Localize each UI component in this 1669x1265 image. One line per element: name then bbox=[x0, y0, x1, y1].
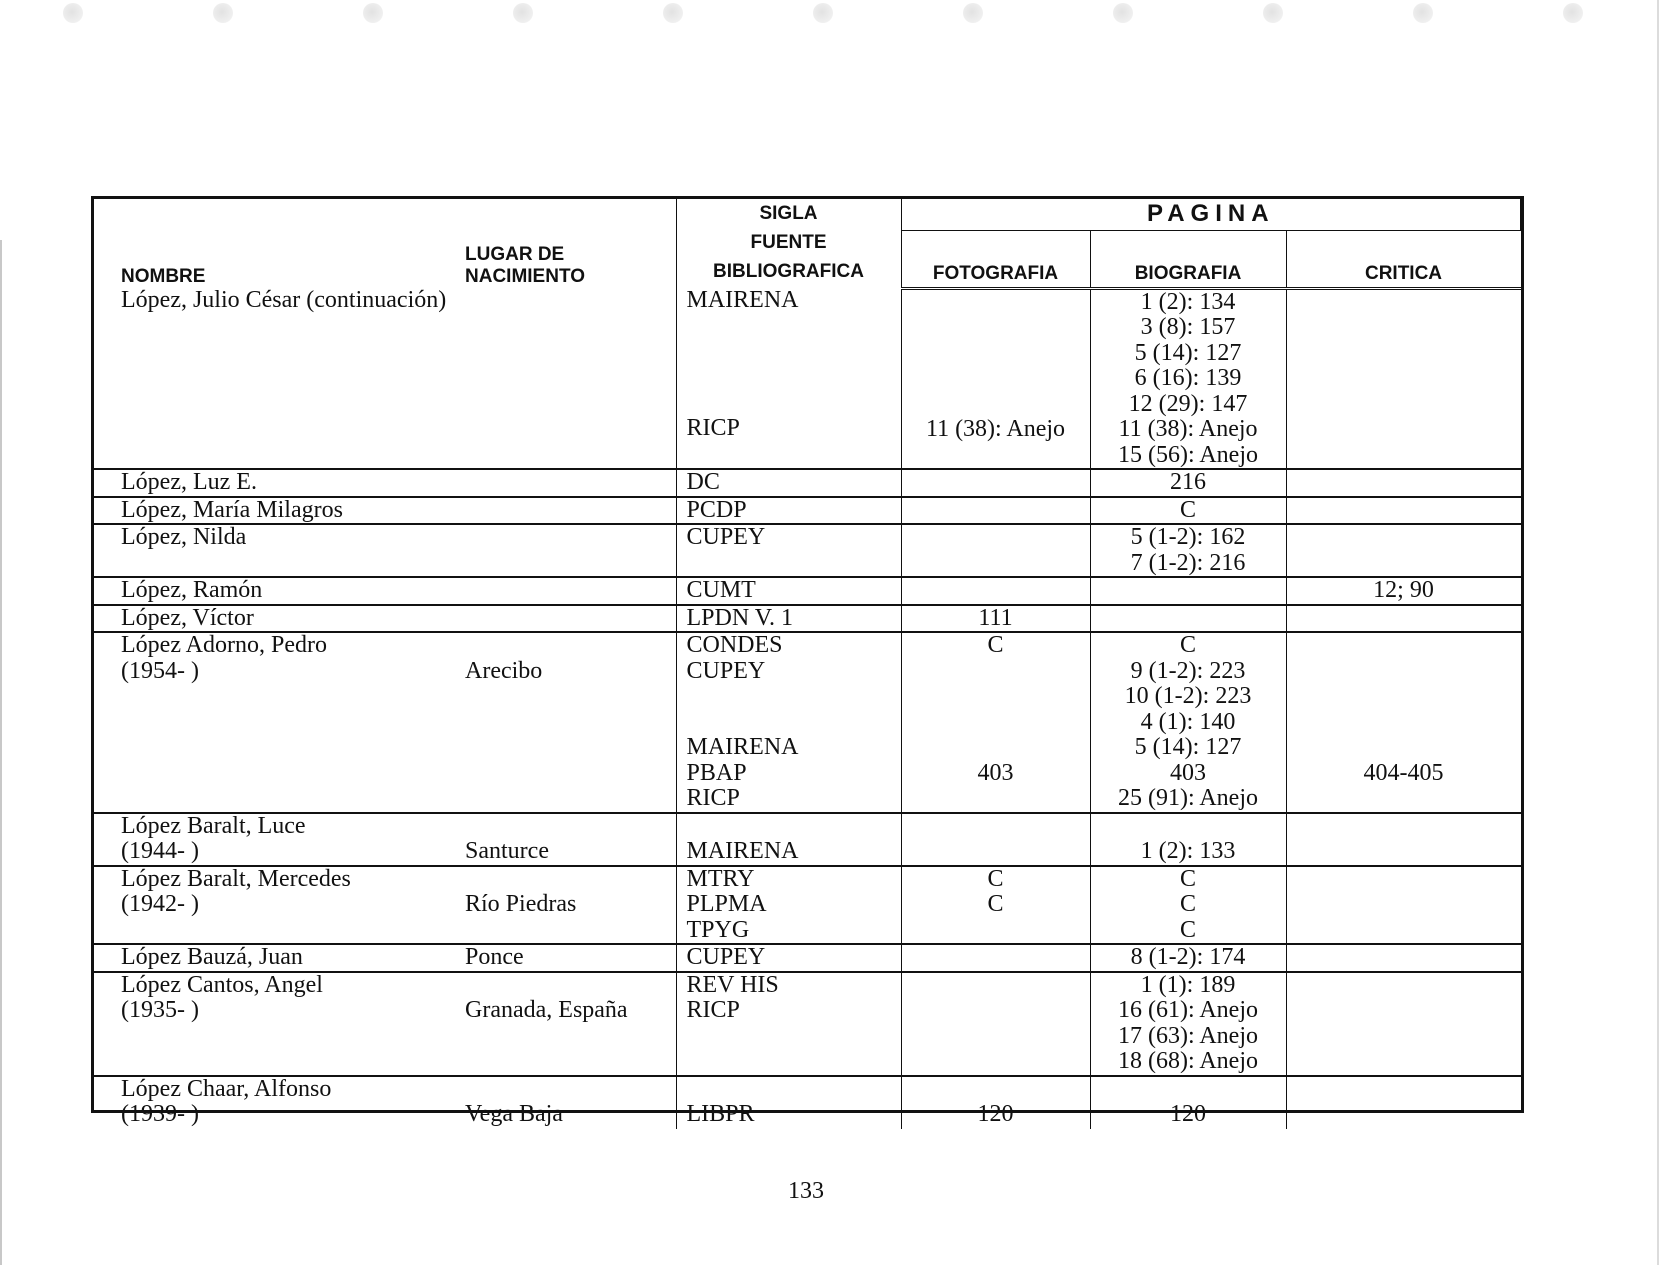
cell-nombre bbox=[94, 288, 453, 469]
cell-line: Ponce bbox=[465, 944, 524, 970]
cell-line: 11 (38): Anejo bbox=[925, 416, 1066, 442]
cell-biografia bbox=[1090, 972, 1286, 1076]
cell-line: López, Víctor bbox=[121, 604, 254, 631]
page-edge-left bbox=[0, 240, 2, 1265]
table-row bbox=[94, 497, 1521, 525]
header-nombre: NOMBRE bbox=[121, 266, 206, 287]
table-row bbox=[94, 1076, 1521, 1129]
cell-line: 25 (91): Anejo bbox=[1118, 785, 1258, 811]
cell-fotografia bbox=[901, 577, 1090, 605]
cell-line: (1944- ) bbox=[121, 838, 199, 864]
cell-sigla bbox=[676, 524, 901, 577]
cell-line: 1 (1): 189 bbox=[1140, 971, 1236, 998]
cell-line: 10 (1-2): 223 bbox=[1124, 683, 1252, 709]
cell-biografia bbox=[1090, 944, 1286, 972]
cell-lugar bbox=[453, 605, 676, 633]
cell-line: 12; 90 bbox=[1373, 577, 1434, 603]
cell-line bbox=[902, 366, 1090, 392]
cell-lugar bbox=[453, 813, 676, 866]
cell-line: 4 (1): 140 bbox=[1140, 708, 1236, 735]
cell-fotografia bbox=[901, 605, 1090, 633]
cell-line: 6 (16): 139 bbox=[1134, 365, 1242, 391]
cell-nombre bbox=[94, 577, 453, 605]
cell-line: 17 (63): Anejo bbox=[1118, 1022, 1258, 1049]
cell-lugar bbox=[453, 866, 676, 945]
cell-line: PLPMA bbox=[686, 891, 767, 917]
cell-line bbox=[1287, 735, 1521, 761]
cell-line bbox=[902, 341, 1090, 367]
cell-critica bbox=[1286, 1076, 1521, 1129]
cell-sigla bbox=[676, 288, 901, 469]
header-lugar-line: NACIMIENTO bbox=[465, 266, 585, 287]
cell-sigla bbox=[676, 972, 901, 1076]
cell-sigla bbox=[676, 605, 901, 633]
cell-line bbox=[1287, 633, 1521, 659]
cell-line bbox=[1287, 659, 1521, 685]
cell-line bbox=[465, 867, 676, 893]
cell-nombre bbox=[94, 524, 453, 577]
cell-sigla bbox=[676, 813, 901, 866]
cell-line: LIBPR bbox=[686, 1101, 755, 1127]
cell-line bbox=[1091, 814, 1286, 840]
cell-line: C bbox=[987, 891, 1004, 917]
cell-line bbox=[902, 735, 1090, 761]
cell-line: 403 bbox=[1170, 759, 1206, 786]
cell-line: C bbox=[1179, 496, 1196, 523]
cell-line: MTRY bbox=[686, 865, 755, 892]
cell-line: C bbox=[1179, 865, 1196, 892]
header-lugar-line: LUGAR DE bbox=[465, 244, 565, 265]
cell-nombre bbox=[94, 469, 453, 497]
cell-line: RICP bbox=[686, 997, 740, 1023]
cell-line bbox=[1287, 710, 1521, 736]
cell-line: López, Nilda bbox=[121, 524, 247, 550]
table-row bbox=[94, 813, 1521, 866]
cell-biografia bbox=[1090, 1076, 1286, 1129]
cell-lugar bbox=[453, 577, 676, 605]
cell-line bbox=[1091, 1077, 1286, 1103]
cell-line: 8 (1-2): 174 bbox=[1130, 944, 1246, 970]
cell-fotografia bbox=[901, 866, 1090, 945]
binder-hole bbox=[1113, 3, 1133, 23]
binder-hole bbox=[963, 3, 983, 23]
cell-fotografia bbox=[901, 632, 1090, 813]
cell-line bbox=[687, 390, 901, 416]
bibliography-table-frame bbox=[91, 196, 1524, 1127]
cell-line: MAIRENA bbox=[686, 734, 799, 760]
cell-line: López, María Milagros bbox=[121, 496, 343, 523]
table-header bbox=[94, 199, 1521, 288]
table-row bbox=[94, 469, 1521, 497]
cell-lugar bbox=[453, 288, 676, 469]
table-row bbox=[94, 605, 1521, 633]
cell-biografia bbox=[1090, 288, 1286, 469]
cell-line bbox=[687, 314, 901, 340]
cell-line bbox=[902, 392, 1090, 418]
cell-line bbox=[465, 973, 676, 999]
cell-lugar bbox=[453, 972, 676, 1076]
cell-line: 3 (8): 157 bbox=[1140, 314, 1236, 340]
cell-line: 7 (1-2): 216 bbox=[1130, 549, 1246, 576]
header-sigla-line: FUENTE bbox=[750, 232, 827, 253]
cell-line bbox=[687, 365, 901, 391]
binder-hole bbox=[213, 3, 233, 23]
table-row bbox=[94, 632, 1521, 813]
cell-critica bbox=[1286, 288, 1521, 469]
cell-line: Granada, España bbox=[465, 997, 628, 1023]
header-sigla-line: BIBLIOGRAFICA bbox=[713, 261, 864, 282]
table-body bbox=[94, 288, 1521, 1129]
cell-biografia bbox=[1090, 524, 1286, 577]
cell-line: 11 (38): Anejo bbox=[1118, 416, 1258, 442]
cell-sigla bbox=[676, 866, 901, 945]
table-row bbox=[94, 972, 1521, 1076]
cell-line: 404-405 bbox=[1363, 759, 1444, 786]
page-number: 133 bbox=[788, 1178, 824, 1204]
cell-line: C bbox=[1179, 891, 1196, 917]
cell-line bbox=[902, 684, 1090, 710]
cell-biografia bbox=[1090, 813, 1286, 866]
binder-hole bbox=[363, 3, 383, 23]
cell-fotografia bbox=[901, 288, 1090, 469]
cell-sigla bbox=[676, 632, 901, 813]
cell-sigla bbox=[676, 497, 901, 525]
binder-hole bbox=[1563, 3, 1583, 23]
cell-sigla bbox=[676, 944, 901, 972]
cell-line: DC bbox=[686, 469, 720, 495]
table-row bbox=[94, 524, 1521, 577]
cell-line: REV HIS bbox=[686, 971, 779, 998]
cell-fotografia bbox=[901, 497, 1090, 525]
header-sigla bbox=[676, 199, 901, 288]
header-biografia: BIOGRAFIA bbox=[1090, 230, 1286, 288]
cell-line: 1 (2): 133 bbox=[1140, 838, 1236, 864]
cell-line: 15 (56): Anejo bbox=[1118, 441, 1258, 468]
cell-nombre bbox=[94, 866, 453, 945]
cell-lugar bbox=[453, 469, 676, 497]
cell-critica bbox=[1286, 813, 1521, 866]
cell-line: López, Luz E. bbox=[121, 469, 257, 495]
cell-line: CONDES bbox=[686, 632, 783, 658]
cell-line: TPYG bbox=[686, 916, 750, 943]
cell-line: RICP bbox=[686, 414, 740, 441]
cell-line: 5 (14): 127 bbox=[1134, 339, 1242, 366]
table-row bbox=[94, 866, 1521, 945]
cell-line bbox=[687, 710, 901, 736]
cell-biografia bbox=[1090, 577, 1286, 605]
cell-line: (1942- ) bbox=[121, 891, 199, 917]
cell-line: 18 (68): Anejo bbox=[1118, 1048, 1258, 1074]
page-edge-right bbox=[1657, 0, 1659, 1265]
header-sigla-line: SIGLA bbox=[759, 203, 818, 224]
cell-line: 216 bbox=[1170, 469, 1206, 495]
cell-critica bbox=[1286, 469, 1521, 497]
cell-line bbox=[687, 684, 901, 710]
cell-nombre bbox=[94, 605, 453, 633]
bibliography-table bbox=[94, 199, 1521, 1129]
cell-line: PBAP bbox=[686, 759, 747, 786]
header-fotografia: FOTOGRAFIA bbox=[901, 230, 1090, 288]
cell-line bbox=[465, 814, 676, 840]
cell-line: C bbox=[987, 632, 1004, 658]
cell-fotografia bbox=[901, 813, 1090, 866]
binder-hole bbox=[663, 3, 683, 23]
cell-line: C bbox=[1179, 916, 1196, 943]
cell-line: Vega Baja bbox=[465, 1101, 563, 1127]
cell-line: Río Piedras bbox=[465, 891, 577, 917]
cell-line: PCDP bbox=[686, 496, 747, 523]
cell-biografia bbox=[1090, 866, 1286, 945]
cell-line: CUPEY bbox=[686, 944, 766, 970]
header-critica: CRITICA bbox=[1286, 230, 1521, 288]
cell-nombre bbox=[94, 497, 453, 525]
cell-line: 5 (1-2): 162 bbox=[1130, 524, 1246, 550]
cell-line bbox=[902, 659, 1090, 685]
cell-line bbox=[465, 1077, 676, 1103]
cell-line: C bbox=[1179, 632, 1196, 658]
cell-line bbox=[902, 315, 1090, 341]
cell-line bbox=[687, 814, 901, 840]
binder-hole bbox=[513, 3, 533, 23]
cell-line: CUMT bbox=[686, 577, 756, 603]
cell-line: (1935- ) bbox=[121, 997, 199, 1023]
cell-line: 12 (29): 147 bbox=[1128, 390, 1248, 417]
cell-line: López Bauzá, Juan bbox=[121, 944, 303, 970]
cell-critica bbox=[1286, 577, 1521, 605]
cell-critica bbox=[1286, 944, 1521, 972]
cell-fotografia bbox=[901, 469, 1090, 497]
cell-biografia bbox=[1090, 632, 1286, 813]
binder-hole bbox=[63, 3, 83, 23]
cell-critica bbox=[1286, 524, 1521, 577]
table-row bbox=[94, 288, 1521, 469]
cell-line: 9 (1-2): 223 bbox=[1130, 657, 1246, 684]
cell-fotografia bbox=[901, 972, 1090, 1076]
binder-holes bbox=[0, 0, 1669, 30]
binder-hole bbox=[1263, 3, 1283, 23]
cell-line: López Adorno, Pedro bbox=[121, 632, 327, 658]
cell-line: MAIRENA bbox=[686, 838, 799, 864]
cell-line bbox=[902, 290, 1090, 316]
cell-line: 16 (61): Anejo bbox=[1118, 997, 1258, 1023]
cell-line: López Baralt, Luce bbox=[121, 812, 306, 839]
cell-line: CUPEY bbox=[686, 657, 766, 684]
cell-fotografia bbox=[901, 944, 1090, 972]
cell-line: RICP bbox=[686, 785, 740, 811]
cell-lugar bbox=[453, 944, 676, 972]
cell-critica bbox=[1286, 632, 1521, 813]
cell-sigla bbox=[676, 469, 901, 497]
cell-line: Santurce bbox=[465, 838, 549, 864]
header-lugar bbox=[453, 199, 676, 288]
cell-fotografia bbox=[901, 524, 1090, 577]
cell-line: C bbox=[987, 865, 1004, 892]
cell-line: 120 bbox=[977, 1101, 1014, 1127]
cell-line bbox=[687, 1077, 901, 1103]
cell-line: 111 bbox=[978, 604, 1013, 631]
cell-line: LPDN V. 1 bbox=[686, 604, 793, 631]
cell-biografia bbox=[1090, 497, 1286, 525]
header-pagina: PAGINA bbox=[901, 199, 1521, 230]
binder-hole bbox=[813, 3, 833, 23]
cell-fotografia bbox=[901, 1076, 1090, 1129]
cell-line: CUPEY bbox=[686, 524, 766, 550]
cell-lugar bbox=[453, 1076, 676, 1129]
cell-line bbox=[687, 339, 901, 365]
cell-line: (1939- ) bbox=[121, 1101, 199, 1127]
cell-lugar bbox=[453, 497, 676, 525]
cell-nombre bbox=[94, 632, 453, 813]
cell-critica bbox=[1286, 972, 1521, 1076]
binder-hole bbox=[1413, 3, 1433, 23]
table-row bbox=[94, 577, 1521, 605]
cell-line: López Baralt, Mercedes bbox=[121, 865, 351, 892]
cell-line: López Cantos, Angel bbox=[121, 971, 323, 998]
cell-line bbox=[902, 710, 1090, 736]
cell-line: 5 (14): 127 bbox=[1134, 734, 1242, 760]
cell-line: MAIRENA bbox=[686, 288, 799, 313]
cell-line: López, Ramón bbox=[121, 577, 263, 603]
cell-line bbox=[1287, 684, 1521, 710]
cell-critica bbox=[1286, 605, 1521, 633]
cell-nombre bbox=[94, 813, 453, 866]
cell-line: 120 bbox=[1170, 1101, 1206, 1127]
cell-biografia bbox=[1090, 469, 1286, 497]
cell-line: López Chaar, Alfonso bbox=[121, 1075, 332, 1102]
cell-sigla bbox=[676, 1076, 901, 1129]
cell-lugar bbox=[453, 524, 676, 577]
cell-line: Arecibo bbox=[465, 657, 543, 684]
cell-line: (1954- ) bbox=[121, 657, 199, 684]
table-row bbox=[94, 944, 1521, 972]
cell-line: 403 bbox=[977, 759, 1014, 786]
cell-line bbox=[465, 633, 676, 659]
cell-sigla bbox=[676, 577, 901, 605]
cell-critica bbox=[1286, 866, 1521, 945]
cell-lugar bbox=[453, 632, 676, 813]
cell-nombre bbox=[94, 944, 453, 972]
cell-critica bbox=[1286, 497, 1521, 525]
cell-line: López, Julio César (continuación) bbox=[121, 288, 447, 313]
cell-line bbox=[902, 1077, 1090, 1103]
cell-nombre bbox=[94, 1076, 453, 1129]
cell-nombre bbox=[94, 972, 453, 1076]
cell-line: 1 (2): 134 bbox=[1140, 288, 1236, 315]
cell-biografia bbox=[1090, 605, 1286, 633]
